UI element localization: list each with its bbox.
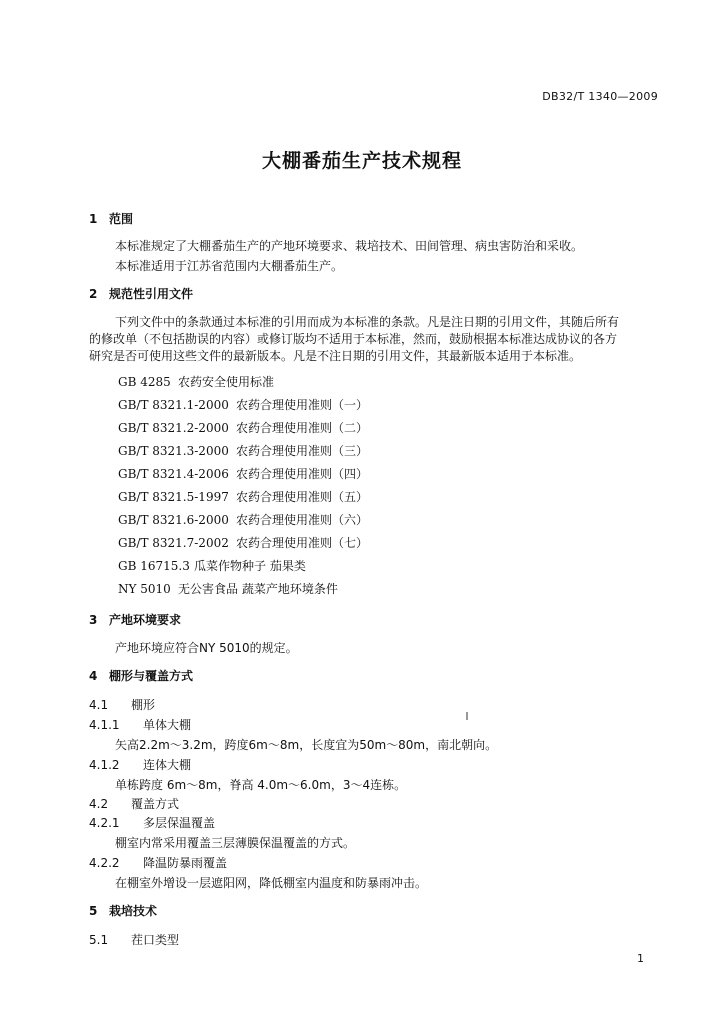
paragraph: 产地环境应符合NY 5010的规定。 <box>115 641 298 655</box>
reference-code: GB/T 8321.7-2002 <box>118 536 229 550</box>
reference-item <box>118 489 368 505</box>
reference-name: 瓜菜作物种子 茄果类 <box>194 559 306 573</box>
section-heading-4 <box>89 668 193 684</box>
section-number: 1 <box>89 212 98 226</box>
reference-code: GB/T 8321.2-2000 <box>118 421 229 435</box>
page-number: 1 <box>637 952 644 965</box>
subsection-number: 5.1 <box>89 933 109 947</box>
paragraph: 单栋跨度 6m～8m，脊高 4.0m～6.0m，3～4连栋。 <box>115 778 407 792</box>
section-title: 范围 <box>109 212 134 226</box>
subsection-number: 4.1.1 <box>89 718 120 732</box>
section-heading-5 <box>89 903 157 919</box>
section-heading-1 <box>89 211 133 227</box>
subsection-title: 多层保温覆盖 <box>143 816 216 830</box>
section-number: 2 <box>89 287 98 301</box>
standard-code: DB32/T 1340—2009 <box>542 90 658 103</box>
reference-code: GB/T 8321.6-2000 <box>118 513 229 527</box>
section-title: 栽培技术 <box>109 904 158 918</box>
reference-code: GB/T 8321.5-1997 <box>118 490 229 504</box>
reference-item <box>118 443 368 459</box>
section-title: 产地环境要求 <box>109 613 182 627</box>
paragraph: 棚室内常采用覆盖三层薄膜保温覆盖的方式。 <box>115 836 356 850</box>
reference-name: 农药合理使用准则（五） <box>236 490 369 504</box>
reference-name: 农药合理使用准则（一） <box>236 398 369 412</box>
subsection-title: 降温防暴雨覆盖 <box>143 856 228 870</box>
reference-item <box>118 581 338 597</box>
subsection-title: 连体大棚 <box>143 758 192 772</box>
subsection-title: 棚形 <box>131 698 156 712</box>
subsection-number: 4.2.1 <box>89 816 120 830</box>
paragraph: 矢高2.2m～3.2m，跨度6m～8m，长度宜为50m～80m，南北朝向。 <box>115 738 498 752</box>
reference-item <box>118 466 368 482</box>
reference-name: 农药合理使用准则（三） <box>236 444 369 458</box>
subsection-heading-4-2 <box>89 796 179 812</box>
subsection-title: 茬口类型 <box>131 933 180 947</box>
subsection-number: 4.1.2 <box>89 758 120 772</box>
reference-name: 农药安全使用标准 <box>178 375 275 389</box>
scan-mark <box>466 712 468 720</box>
reference-code: GB 4285 <box>118 375 171 389</box>
subsection-number: 4.1 <box>89 698 109 712</box>
reference-code: GB 16715.3 <box>118 559 190 573</box>
reference-item <box>118 420 368 436</box>
reference-item <box>118 397 368 413</box>
reference-code: GB/T 8321.4-2006 <box>118 467 229 481</box>
section-number: 4 <box>89 669 98 683</box>
subsection-heading-4-1-2 <box>89 757 191 773</box>
section-heading-3 <box>89 612 181 628</box>
paragraph: 本标准适用于江苏省范围内大棚番茄生产。 <box>115 259 344 273</box>
subsection-title: 单体大棚 <box>143 718 192 732</box>
document-title: 大棚番茄生产技术规程 <box>261 150 462 172</box>
reference-name: 农药合理使用准则（七） <box>236 536 369 550</box>
section-number: 5 <box>89 904 98 918</box>
reference-code: NY 5010 <box>118 582 171 596</box>
subsection-heading-4-1 <box>89 697 155 713</box>
reference-item <box>118 558 306 574</box>
reference-code: GB/T 8321.3-2000 <box>118 444 229 458</box>
reference-name: 农药合理使用准则（六） <box>236 513 369 527</box>
subsection-title: 覆盖方式 <box>131 797 180 811</box>
paragraph: 下列文件中的条款通过本标准的引用而成为本标准的条款。凡是注日期的引用文件，其随后所有 <box>115 315 620 329</box>
reference-name: 农药合理使用准则（二） <box>236 421 369 435</box>
paragraph: 的修改单（不包括勘误的内容）或修订版均不适用于本标准，然而，鼓励根据本标准达成协议的各方 <box>89 332 618 346</box>
subsection-heading-4-2-2 <box>89 855 227 871</box>
subsection-heading-4-1-1 <box>89 717 191 733</box>
reference-item <box>118 535 368 551</box>
subsection-heading-4-2-1 <box>89 815 215 831</box>
reference-name: 无公害食品 蔬菜产地环境条件 <box>178 582 338 596</box>
section-title: 棚形与覆盖方式 <box>109 669 194 683</box>
paragraph: 在棚室外增设一层遮阳网，降低棚室内温度和防暴雨冲击。 <box>115 876 428 890</box>
reference-name: 农药合理使用准则（四） <box>236 467 369 481</box>
paragraph: 本标准规定了大棚番茄生产的产地环境要求、栽培技术、田间管理、病虫害防治和采收。 <box>115 239 584 253</box>
subsection-number: 4.2.2 <box>89 856 120 870</box>
paragraph: 研究是否可使用这些文件的最新版本。凡是不注日期的引用文件，其最新版本适用于本标准。 <box>89 349 582 363</box>
subsection-heading-5-1 <box>89 932 179 948</box>
reference-code: GB/T 8321.1-2000 <box>118 398 229 412</box>
section-number: 3 <box>89 613 98 627</box>
section-heading-2 <box>89 286 193 302</box>
subsection-number: 4.2 <box>89 797 109 811</box>
reference-item <box>118 512 368 528</box>
reference-item <box>118 374 274 390</box>
section-title: 规范性引用文件 <box>109 287 194 301</box>
